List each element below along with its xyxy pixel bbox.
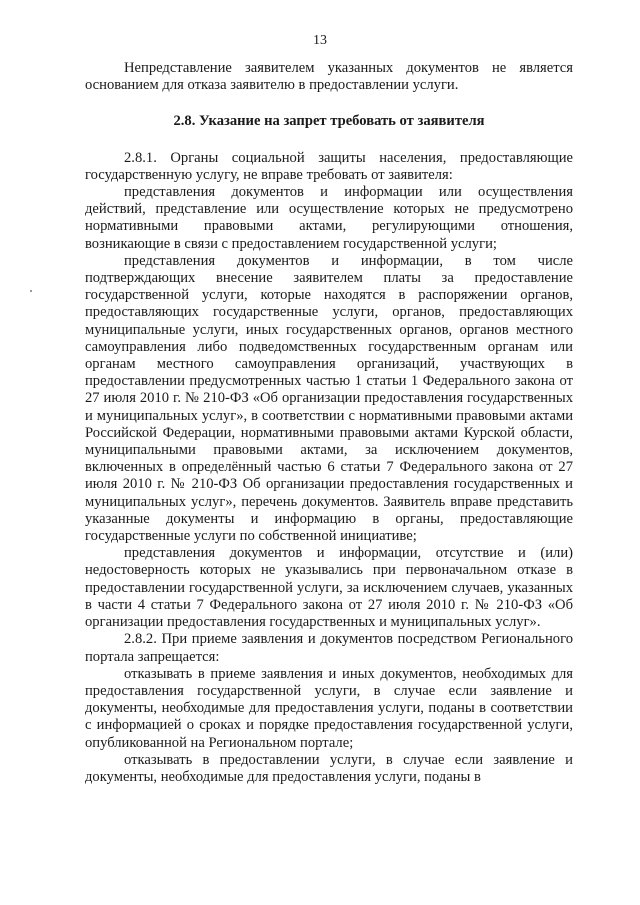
list-item-2: представления документов и информации, в том числе подтверждающих внесение заявителем платы за предоставление государственной услуги, которые находятся в распоряжении органов, предоставляющих государственные услуги, органов, предоставляющих муниципальные услуги, иных государственных органов, органов местного самоуправления либо подведомственных государственным органам или органам местного самоуправления организаций, участвующих в предоставлении предусмотренных частью 1 статьи 1 Федерального закона от 27 июля 2010 г. № 210-ФЗ «Об организации предоставления государственных и муниципальных услуг», в соответствии с нормативными правовыми актами Российской Федерации, нормативными правовыми актами Курской области, муниципальными правовыми актами, за исключением документов, включенных в определённый частью 6 статьи 7 Федерального закона от 27 июля 2010 г. № 210-ФЗ Об организации предоставления государственных и муниципальных услуг», перечень документов. Заявитель вправе представить указанные документы и информацию в органы, предоставляющие государственные услуги по собственной инициативе; <box>85 252 573 545</box>
scan-speck <box>30 290 32 292</box>
section-heading: 2.8. Указание на запрет требовать от заявителя <box>173 113 485 130</box>
page-number: 13 <box>313 33 327 48</box>
list-item-5: отказывать в предоставлении услуги, в случае если заявление и документы, необходимые для предоставления услуги, поданы в <box>85 751 573 785</box>
list-item-4: отказывать в приеме заявления и иных документов, необходимых для предоставления государственной услуги, в случае если заявление и документы, необходимые для предоставления услуги, поданы в соответствии с информацией о сроках и порядке предоставления государственной услуги, опубликованной на Региональном портале; <box>85 665 573 751</box>
intro-paragraph: Непредставление заявителем указанных документов не является основанием для отказа заявителю в предоставлении услуги. <box>85 60 573 94</box>
paragraph-2-8-1: 2.8.1. Органы социальной защиты населения, предоставляющие государственную услугу, не вправе требовать от заявителя: <box>85 149 573 183</box>
list-item-3: представления документов и информации, отсутствие и (или) недостоверность которых не указывались при первоначальном отказе в предоставлении государственной услуги, за исключением случаев, указанных в части 4 статьи 7 Федерального закона от 27 июля 2010 г. № 210-ФЗ «Об организации предоставления государственных и муниципальных услуг». <box>85 545 573 631</box>
list-item-1: представления документов и информации или осуществления действий, представление или осуществление которых не предусмотрено нормативными правовыми актами, регулирующими отношения, возникающие в связи с предоставлением государственной услуги; <box>85 184 573 252</box>
document-body <box>85 60 573 786</box>
paragraph-2-8-2: 2.8.2. При приеме заявления и документов посредством Регионального портала запрещается: <box>85 631 573 665</box>
